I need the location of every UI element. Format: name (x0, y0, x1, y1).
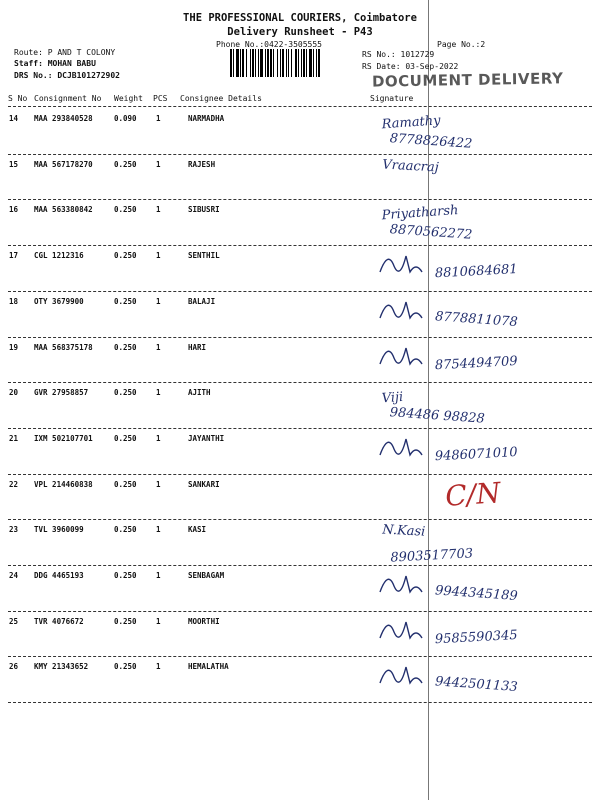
barcode-bar (250, 49, 251, 77)
barcode-bar (240, 49, 241, 77)
row-cons: MAA 567178270 (34, 159, 93, 169)
signature-name-text: Ramathy (381, 113, 441, 133)
row-pcs: 1 (156, 296, 161, 306)
drs-number: DRS No.: DCJB101272902 (14, 71, 120, 80)
row-pcs: 1 (156, 525, 161, 535)
row-cons: MAA 563380842 (34, 205, 93, 215)
col-consignee: Consignee Details (180, 94, 262, 103)
signature-name-text: N.Kasi (381, 522, 426, 541)
row-sno: 16 (9, 205, 19, 215)
rs-number: RS No.: 1012729 (362, 50, 435, 59)
runsheet-title: Delivery Runsheet - P43 (227, 26, 373, 38)
row-name: KASI (188, 525, 207, 535)
signature-ink (370, 427, 600, 477)
barcode-bar (260, 49, 263, 77)
row-sno: 19 (9, 342, 19, 352)
barcode-bar (255, 49, 256, 77)
row-sno: 15 (9, 159, 19, 169)
barcode-bar (282, 49, 284, 77)
signature-phone-text: 8903517703 (390, 546, 474, 566)
row-sno: 21 (9, 433, 19, 443)
row-weight: 0.250 (114, 616, 137, 626)
col-sno: S No (8, 94, 28, 103)
signature-scribble (380, 439, 422, 455)
row-cons: TVL 3960099 (34, 525, 84, 535)
signature-scribble (380, 302, 422, 318)
signature-phone-text: 8870562272 (389, 222, 473, 244)
signature-ink (370, 153, 600, 203)
row-pcs: 1 (156, 251, 161, 261)
barcode-bar (291, 49, 292, 77)
staff-label: Staff: MOHAN BABU (14, 59, 96, 68)
barcode-bar (316, 49, 317, 77)
row-sno: 18 (9, 296, 19, 306)
row-pcs: 1 (156, 433, 161, 443)
signature-name-text: Priyatharsh (381, 203, 459, 224)
row-sno: 22 (9, 479, 19, 489)
row-weight: 0.250 (114, 662, 137, 672)
signature-phone-text: 9486071010 (434, 444, 518, 465)
signature-name-text: Vraacraj (381, 157, 440, 176)
row-name: SIBUSRI (188, 205, 220, 215)
barcode-bar (277, 49, 278, 77)
signature-phone-text: 984486 98828 (389, 405, 486, 427)
row-pcs: 1 (156, 205, 161, 215)
signature-scribble (380, 667, 422, 683)
row-pcs: 1 (156, 662, 161, 672)
barcode (230, 49, 350, 77)
barcode-bar (295, 49, 297, 77)
barcode-bar (233, 49, 234, 77)
row-sno: 24 (9, 571, 19, 580)
row-pcs: 1 (156, 616, 161, 626)
barcode-bar (301, 49, 302, 77)
signature-phone-text: 8778826422 (389, 131, 473, 152)
row-weight: 0.250 (114, 433, 137, 443)
row-cons: GVR 27958857 (34, 388, 89, 398)
row-sno: 25 (9, 616, 19, 626)
barcode-bar (298, 49, 299, 77)
signature-ink (370, 290, 600, 340)
row-cons: VPL 214460838 (34, 479, 93, 489)
row-name: BALAJI (188, 296, 216, 306)
signature-phone-text: 8810684681 (434, 262, 518, 282)
barcode-bar (306, 49, 307, 77)
barcode-bar (252, 49, 254, 77)
row-weight: 0.250 (114, 296, 137, 306)
row-weight: 0.250 (114, 251, 137, 261)
col-weight: Weight (114, 94, 143, 103)
row-weight: 0.250 (114, 342, 137, 352)
row-name: HEMALATHA (188, 662, 229, 672)
phone-number: Phone No.:0422-3505555 (216, 40, 322, 49)
row-sno: 17 (9, 251, 19, 261)
row-weight: 0.250 (114, 205, 137, 215)
row-pcs: 1 (156, 388, 161, 398)
row-weight: 0.090 (114, 114, 137, 123)
row-pcs: 1 (156, 342, 161, 352)
barcode-bar (258, 49, 259, 77)
barcode-bar (267, 49, 269, 77)
row-cons: KMY 21343652 (34, 662, 89, 672)
barcode-bar (309, 49, 312, 77)
row-sno: 23 (9, 525, 19, 535)
signature-ink (370, 518, 600, 568)
signature-scribble (380, 622, 422, 638)
row-pcs: 1 (156, 479, 161, 489)
signature-ink (370, 336, 600, 386)
signature-phone-text: 8778811078 (434, 309, 519, 330)
signature-phone-text: 9442501133 (434, 674, 519, 696)
signature-ink (370, 198, 600, 248)
col-consignment: Consignment No (34, 94, 102, 103)
row-cons: IXM 502107701 (34, 433, 93, 443)
row-cons: DDG 4465193 (34, 571, 84, 580)
row-name: SENBAGAM (188, 571, 225, 580)
barcode-bar (265, 49, 266, 77)
row-cons: MAA 293840528 (34, 114, 93, 123)
page-number: Page No.:2 (437, 40, 486, 49)
col-pcs: PCS (153, 94, 168, 103)
signature-phone-text: 9944345189 (434, 583, 519, 605)
row-weight: 0.250 (114, 571, 137, 580)
signature-ink (370, 564, 600, 614)
barcode-bar (273, 49, 274, 77)
row-name: SANKARI (188, 479, 220, 489)
barcode-bar (242, 49, 244, 77)
row-name: AJITH (188, 388, 211, 398)
signature-ink (370, 655, 600, 705)
row-name: JAYANTHI (188, 433, 225, 443)
document-delivery-stamp: DOCUMENT DELIVERY (371, 69, 564, 91)
signature-name-text: C/N (444, 475, 502, 513)
row-weight: 0.250 (114, 159, 137, 169)
signature-scribble (380, 576, 422, 592)
signature-ink (370, 381, 600, 431)
signature-ink (370, 473, 600, 523)
row-weight: 0.250 (114, 525, 137, 535)
row-sno: 14 (9, 114, 19, 123)
signature-ink (370, 244, 600, 294)
signature-phone-text: 9585590345 (434, 627, 518, 647)
row-cons: TVR 4076672 (34, 616, 84, 626)
barcode-bar (318, 49, 320, 77)
row-name: NARMADHA (188, 114, 225, 123)
company-title: THE PROFESSIONAL COURIERS, Coimbatore (183, 12, 417, 24)
row-sno: 20 (9, 388, 19, 398)
row-name: SENTHIL (188, 251, 220, 261)
row-weight: 0.250 (114, 479, 137, 489)
rs-date: RS Date: 03-Sep-2022 (362, 62, 459, 71)
route-label: Route: P AND T COLONY (14, 48, 116, 57)
barcode-bar (286, 49, 287, 77)
row-weight: 0.250 (114, 388, 137, 398)
signature-ink (370, 610, 600, 660)
barcode-bar (288, 49, 289, 77)
row-divider (8, 702, 592, 703)
barcode-bar (313, 49, 314, 77)
row-pcs: 1 (156, 571, 161, 580)
barcode-bar (236, 49, 239, 77)
row-pcs: 1 (156, 114, 161, 123)
signature-phone-text: 8754494709 (434, 353, 518, 373)
barcode-bar (303, 49, 305, 77)
signature-scribble (380, 256, 422, 272)
barcode-bar (280, 49, 281, 77)
col-signature: Signature (370, 94, 414, 103)
barcode-bar (270, 49, 272, 77)
row-cons: OTY 3679900 (34, 296, 84, 306)
row-name: HARI (188, 342, 207, 352)
signature-ink (370, 107, 600, 157)
row-name: MOORTHI (188, 616, 220, 626)
row-sno: 26 (9, 662, 19, 672)
row-cons: CGL 1212316 (34, 251, 84, 261)
row-cons: MAA 568375178 (34, 342, 93, 352)
barcode-bar (230, 49, 232, 77)
signature-name-text: Viji (381, 390, 404, 407)
row-name: RAJESH (188, 159, 216, 169)
row-pcs: 1 (156, 159, 161, 169)
barcode-bar (246, 49, 247, 77)
signature-scribble (380, 348, 422, 364)
